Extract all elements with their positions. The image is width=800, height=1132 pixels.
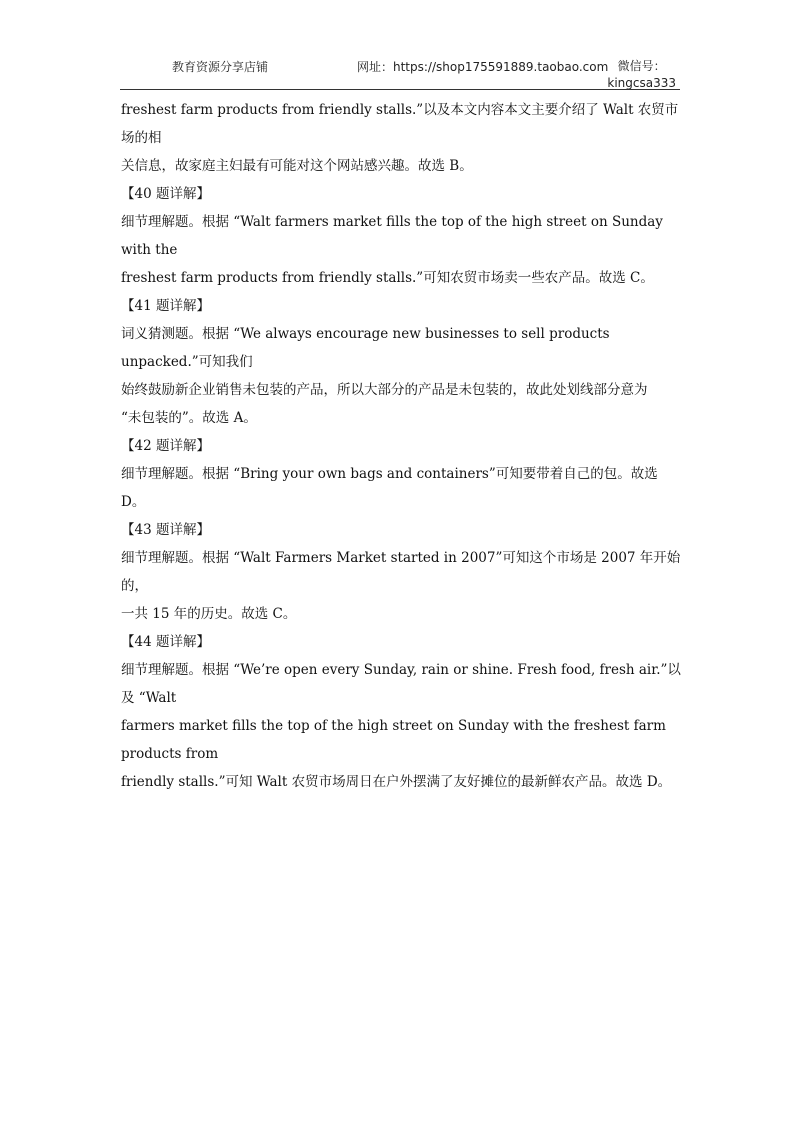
text-line: 一共 15 年的历史。故选 C。 (121, 606, 297, 622)
text-line: 始终鼓励新企业销售未包装的产品，所以大部分的产品是未包装的，故此处划线部分意为 (121, 382, 648, 398)
header-url: 网址：https://shop175591889.taobao.com (357, 60, 609, 74)
text-line: 细节理解题。根据 “Walt Farmers Market started in 2007”可知这个市场是 2007 年开始的， (121, 550, 681, 594)
text-line: 词义猜测题。根据 “We always encourage new businesses to sell products unpacked.”可知我们 (121, 326, 610, 370)
text-line: 细节理解题。根据 “We’re open every Sunday, rain or shine. Fresh food, fresh air.”以及 “Walt (121, 662, 681, 706)
text-line: “未包装的”。故选 A。 (121, 410, 257, 426)
section-heading: 【42 题详解】 (121, 438, 210, 454)
text-line: 细节理解题。根据 “Bring your own bags and containers”可知要带着自己的包。故选 D。 (121, 466, 658, 510)
text-line: freshest farm products from friendly stalls.”以及本文内容本文主要介绍了 Walt 农贸市场的相 (121, 102, 679, 146)
text-line: freshest farm products from friendly stalls.”可知农贸市场卖一些农产品。故选 C。 (121, 270, 654, 286)
header-wechat-id: kingcsa333 (607, 76, 676, 90)
header-wechat (607, 58, 676, 92)
text-line: 关信息，故家庭主妇最有可能对这个网站感兴趣。故选 B。 (121, 158, 473, 174)
header-shop-name: 教育资源分享店铺 (172, 60, 269, 74)
text-line: 细节理解题。根据 “Walt farmers market fills the top of the high street on Sunday with the (121, 214, 663, 258)
section-heading: 【40 题详解】 (121, 186, 210, 202)
section-heading: 【43 题详解】 (121, 522, 210, 538)
header-divider (120, 89, 680, 90)
document-body (121, 96, 681, 796)
text-line: friendly stalls.”可知 Walt 农贸市场周日在户外摆满了友好摊位的最新鲜农产品。故选 D。 (121, 774, 672, 790)
section-heading: 【41 题详解】 (121, 298, 210, 314)
page-header (120, 52, 680, 90)
text-line: farmers market fills the top of the high street on Sunday with the freshest farm products from (121, 718, 666, 762)
section-heading: 【44 题详解】 (121, 634, 210, 650)
header-wechat-label: 微信号： (617, 59, 666, 73)
